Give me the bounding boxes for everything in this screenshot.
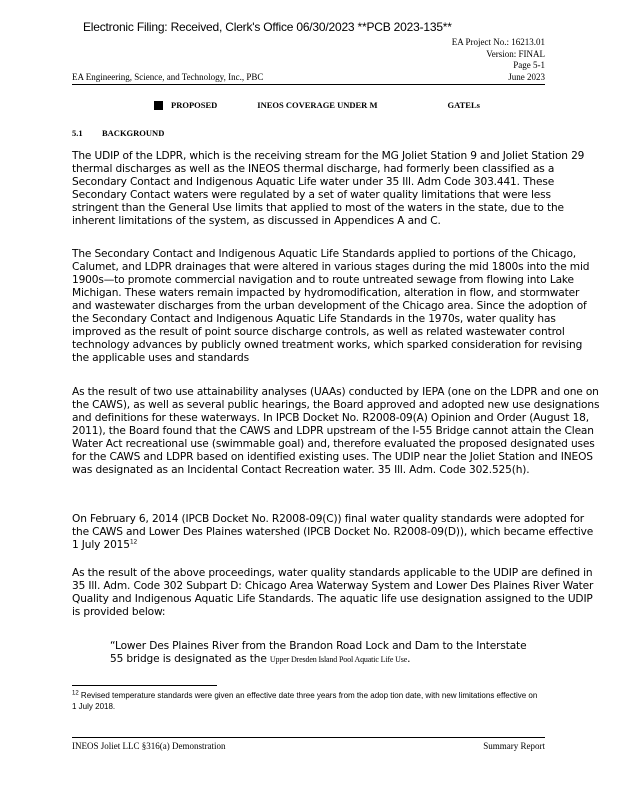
- footnote-number: 12: [72, 690, 79, 697]
- subsection-heading: [72, 128, 164, 138]
- footnote-text: Revised temperature standards were given an effective date three years from the adop tion date, with new limitations effective on 1 July 2018.: [72, 691, 538, 711]
- footnote-reference: 12: [129, 538, 138, 546]
- filing-stamp: Electronic Filing: Received, Clerk's Office 06/30/2023 **PCB 2023-135**: [83, 20, 452, 34]
- footnote: [72, 691, 542, 712]
- section-title-part-2: INEOS COVERAGE UNDER M: [257, 100, 378, 110]
- section-title-part-1: PROPOSED: [171, 100, 218, 110]
- header-company: EA Engineering, Science, and Technology, Inc., PBC: [72, 72, 264, 82]
- paragraph: [72, 150, 600, 228]
- page-number: Page 5-1: [513, 60, 545, 70]
- quote-text: “Lower Des Plaines River from the Brandon Road Lock and Dam to the Interstate 55 bridge is designated as the: [110, 640, 527, 665]
- section-title-part-3: GATELs: [447, 100, 480, 110]
- footnote-divider: [72, 685, 217, 686]
- header-right: [452, 37, 545, 83]
- version: Version: FINAL: [486, 48, 545, 59]
- subsection-number: 5.1: [72, 128, 83, 138]
- paragraph-text: On February 6, 2014 (IPCB Docket No. R2008-09(C)) final water quality standards were adopted for the CAWS and Lower Des Plaines watershed (IPCB Docket No. R2008-09(D)), which became effective 1 July 2015: [72, 513, 594, 551]
- paragraph: [72, 386, 600, 477]
- quote-end: .: [407, 653, 411, 665]
- paragraph-text: As the result of the above proceedings, water quality standards applicable to the UDIP are defined in 35 Ill. Adm. Code 302 Subpart D: Chicago Area Waterway System and Lower Des Plaines River Water Quality and Indigenous Aquatic Life Standards. The aquatic life use designation assigned to the UDIP is provided below:: [72, 567, 594, 618]
- header-divider: [72, 84, 545, 85]
- paragraph: [72, 248, 600, 365]
- paragraph-text: The Secondary Contact and Indigenous Aquatic Life Standards applied to portions of the Chicago, Calumet, and LDPR drainages that were altered in various stages during the mid 1800s into the mid 1900s—to promote commercial navigation and to route untreated sewage from flowing into Lake Michigan. These waters remain impacted by hydromodification, alteration in flow, and stormwater and wastewater discharges from the urban development of the Chicago area. Since the adoption of the Secondary Contact and Indigenous Aquatic Life Standards in the 1970s, water quality has improved as the result of point source discharge controls, as well as related wastewater control technology advances by publicly owned treatment works, which sparked consideration for revising the applicable uses and standards: [72, 248, 590, 364]
- footer-left: INEOS Joliet LLC §316(a) Demonstration: [72, 741, 226, 751]
- paragraph-text: As the result of two use attainability analyses (UAAs) conducted by IEPA (one on the LDPR and one on the CAWS), as well as several public hearings, the Board approved and adopted new use designations and definitions for these waterways. In IPCB Docket No. R2008-09(A) Opinion and Order (August 18, 2011), the Board found that the CAWS and LDPR upstream of the I-55 Bridge cannot attain the Clean Water Act recreational use (swimmable goal) and, therefore evaluated the proposed designated uses for the CAWS and LDPR based on identified existing uses. The UDIP near the Joliet Station and INEOS was designated as an Incidental Contact Recreation water. 35 Ill. Adm. Code 302.525(h).: [72, 386, 600, 476]
- footer-right: Summary Report: [483, 741, 545, 751]
- section-title: [154, 100, 480, 110]
- block-quote: [110, 640, 540, 666]
- paragraph: [72, 513, 600, 552]
- footer-divider: [72, 737, 545, 738]
- paragraph-text: The UDIP of the LDPR, which is the receiving stream for the MG Joliet Station 9 and Joliet Station 29 thermal discharges as well as the INEOS thermal discharge, had formerly been classified as a Secondary Contact and Indigenous Aquatic Life water under 35 Ill. Adm Code 303.441. These Secondary Contact waters were regulated by a set of water quality limitations that were less stringent than the General Use limits that applied to most of the waters in the state, due to the inherent limitations of the system, as discussed in Appendices A and C.: [72, 150, 585, 227]
- quote-use-name: Upper Dresden Island Pool Aquatic Life Use: [269, 655, 408, 664]
- header-date: June 2023: [508, 71, 545, 82]
- bullet-square-icon: [154, 101, 163, 110]
- paragraph: [72, 567, 600, 619]
- project-number: EA Project No.: 16213.01: [451, 37, 545, 47]
- subsection-title: BACKGROUND: [102, 128, 165, 138]
